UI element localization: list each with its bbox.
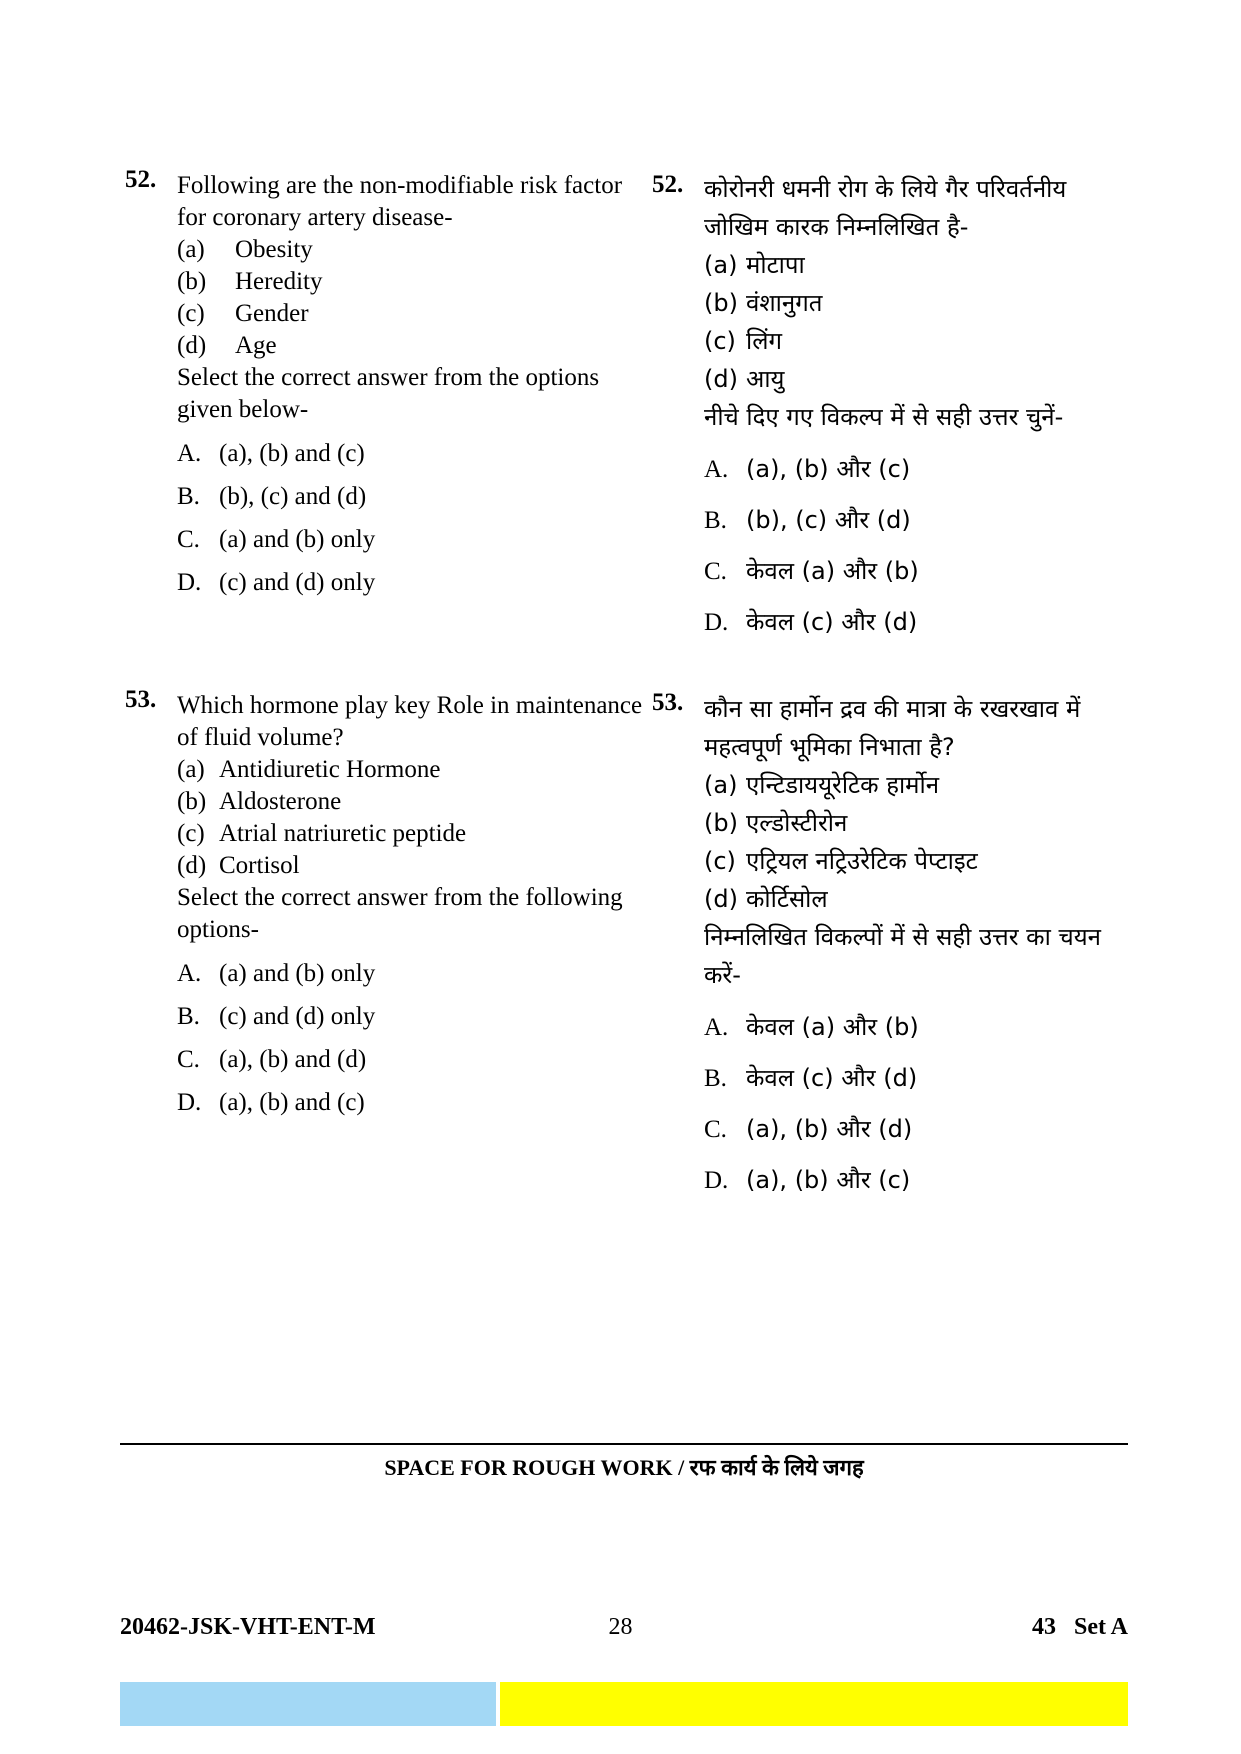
answer-choice-d: D. (a), (b) और (c) [704,1166,911,1194]
statement-list [704,766,1132,918]
answer-choice-a: A. (a) and (b) only [177,960,376,987]
question-53-hindi [652,690,1132,1206]
answer-choice-b: B. (b), (c) और (d) [704,506,911,534]
answer-choice-d: D. केवल (c) और (d) [704,608,918,636]
statement-list [177,754,645,882]
statement-item: (c) Gender [177,300,309,327]
question-number: 52. [125,166,157,193]
answer-choices [177,952,645,1124]
footer-color-bar-left [120,1682,496,1726]
answer-choice-b: B. (b), (c) and (d) [177,483,367,510]
answer-choice-d: D. (a), (b) and (c) [177,1089,365,1116]
statement-item: (a) Obesity [177,236,313,263]
statement-item: (c) लिंग [704,327,782,355]
statement-list [704,246,1132,398]
answer-choice-d: D. (c) and (d) only [177,569,376,596]
question-prompt: Select the correct answer from the options given below- [177,364,600,423]
statement-item: (a) एन्टिडाययूरेटिक हार्मोन [704,771,940,799]
question-number: 53. [652,689,684,716]
answer-choice-b: B. केवल (c) और (d) [704,1064,918,1092]
footer-paper-code: 20462-JSK-VHT-ENT-M [120,1614,376,1640]
footer-set-label: 43 Set A [1032,1614,1128,1640]
statement-item: (d) कोर्टिसोल [704,885,828,913]
question-stem: Which hormone play key Role in maintenance of fluid volume? [177,692,643,751]
answer-choice-a: A. केवल (a) और (b) [704,1013,919,1041]
footer-color-bar-right [500,1682,1128,1726]
statement-item: (d) Cortisol [177,852,300,879]
statement-item: (d) Age [177,332,277,359]
question-stem: कौन सा हार्मोन द्रव की मात्रा के रखरखाव में महत्वपूर्ण भूमिका निभाता है? [704,695,1081,761]
answer-choices [704,1002,1132,1206]
answer-choice-c: C. (a), (b) and (d) [177,1046,367,1073]
rough-work-divider [120,1443,1128,1445]
rough-work-label: SPACE FOR ROUGH WORK / रफ कार्य के लिये जगह [384,1455,864,1480]
statement-item: (c) एट्रियल नट्रिउरेटिक पेप्टाइट [704,847,978,875]
answer-choice-c: C. (a), (b) और (d) [704,1115,913,1143]
statement-item: (a) मोटापा [704,251,805,279]
statement-item: (d) आयु [704,365,785,393]
question-stem: कोरोनरी धमनी रोग के लिये गैर परिवर्तनीय जोखिम कारक निम्नलिखित है- [704,175,1067,241]
statement-item: (b) Aldosterone [177,788,342,815]
question-53-english [125,686,645,1124]
statement-item: (b) वंशानुगत [704,289,823,317]
answer-choice-c: C. (a) and (b) only [177,526,376,553]
question-stem: Following are the non-modifiable risk factor for coronary artery disease- [177,172,623,231]
question-prompt: निम्नलिखित विकल्पों में से सही उत्तर का चयन करें- [704,923,1101,989]
answer-choices [177,432,645,604]
answer-choice-a: A. (a), (b) और (c) [704,455,911,483]
question-52-hindi [652,170,1132,648]
statement-item: (b) एल्डोस्टीरोन [704,809,848,837]
question-52-english [125,166,645,604]
statement-list [177,234,645,362]
statement-item: (b) Heredity [177,268,323,295]
footer-page-number: 28 [608,1614,633,1640]
question-prompt: नीचे दिए गए विकल्प में से सही उत्तर चुनें- [704,403,1064,431]
answer-choice-b: B. (c) and (d) only [177,1003,376,1030]
question-number: 52. [652,171,684,198]
statement-item: (c) Atrial natriuretic peptide [177,820,467,847]
answer-choices [704,444,1132,648]
statement-item: (a) Antidiuretic Hormone [177,756,441,783]
question-prompt: Select the correct answer from the following options- [177,884,623,943]
answer-choice-a: A. (a), (b) and (c) [177,440,365,467]
answer-choice-c: C. केवल (a) और (b) [704,557,919,585]
question-number: 53. [125,686,157,713]
